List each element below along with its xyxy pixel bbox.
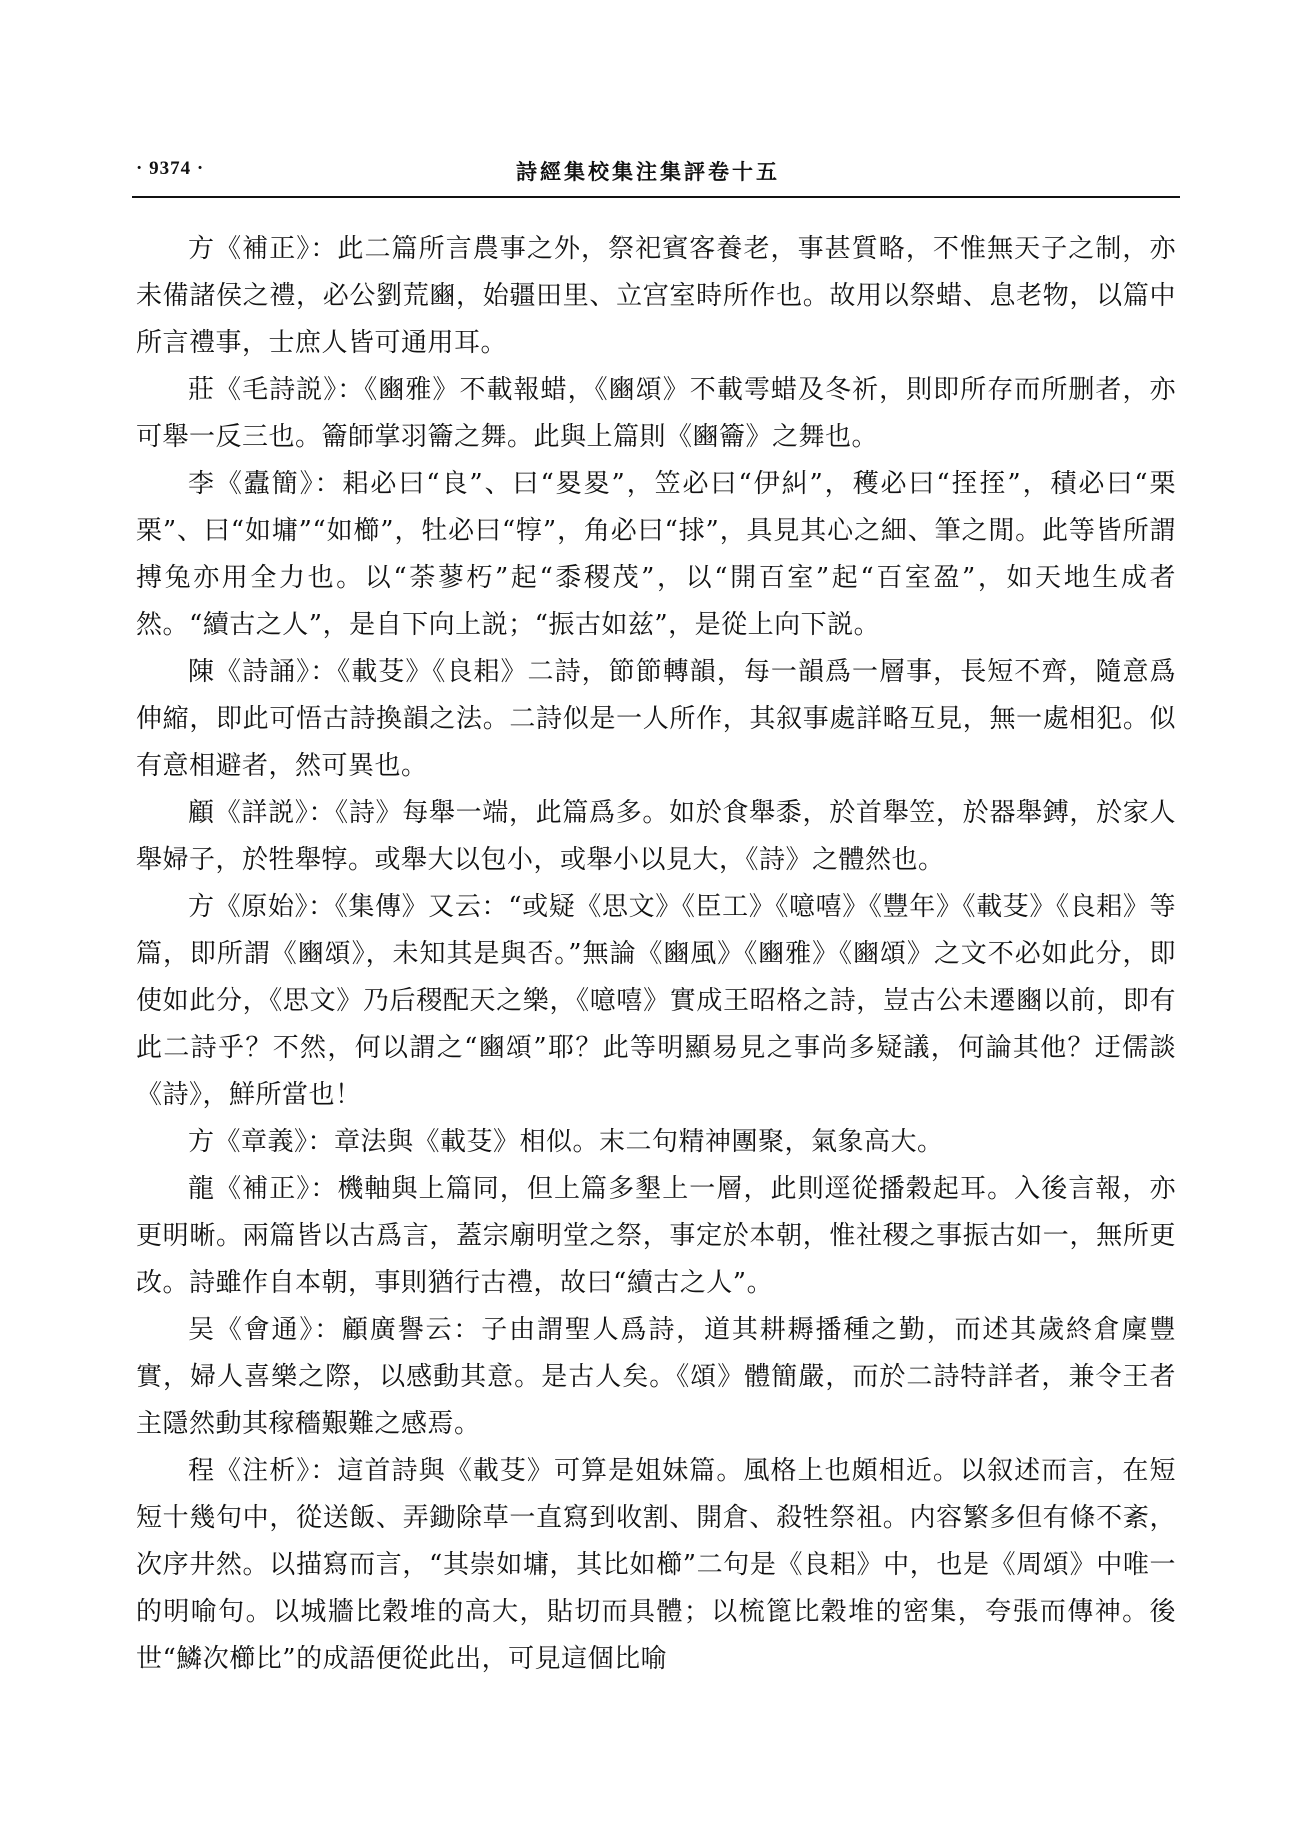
- paragraph-commentary: 陳《詩誦》：《載芟》《良耜》二詩，節節轉韻，每一韻爲一層事，長短不齊，隨意爲伸縮，即此可悟古詩換韻之法。二詩似是一人所作，其叙事處詳略互見，無一處相犯。似有意相避者，然可異也。: [136, 657, 1176, 781]
- paragraph-commentary: 吴《會通》：顧廣譽云：子由謂聖人爲詩，道其耕耨播種之勤，而述其歲終倉廩豐實，婦人喜樂之際，以感動其意。是古人矣。《頌》體簡嚴，而於二詩特詳者，兼令王者主隱然動其稼穡艱難之感焉。: [136, 1315, 1176, 1439]
- paragraph-commentary: 李《蠹簡》：耜必曰“良”、曰“畟畟”，笠必曰“伊糾”，穫必曰“挃挃”，積必曰“栗栗”、曰“如墉”“如櫛”，牡必曰“犉”，角必曰“捄”，具見其心之細、筆之閒。此等皆所謂搏兔亦用全力也。以“荼蓼朽”起“黍稷茂”，以“開百室”起“百室盈”，如天地生成者然。“續古之人”，是自下向上説；“振古如兹”，是從上向下説。: [136, 469, 1176, 640]
- paragraph-commentary: 方《原始》：《集傳》又云：“或疑《思文》《臣工》《噫嘻》《豐年》《載芟》《良耜》等篇，即所謂《豳頌》，未知其是與否。”無論《豳風》《豳雅》《豳頌》之文不必如此分，即使如此分，《思文》乃后稷配天之樂，《噫嘻》實成王昭格之詩，豈古公未遷豳以前，即有此二詩乎？不然，何以謂之“豳頌”耶？此等明顯易見之事尚多疑議，何論其他？迂儒談《詩》，鮮所當也！: [136, 892, 1176, 1110]
- page-body: [136, 226, 1176, 1683]
- paragraph-commentary: 顧《詳説》：《詩》每舉一端，此篇爲多。如於食舉黍，於首舉笠，於器舉鎛，於家人舉婦子，於牲舉犉。或舉大以包小，或舉小以見大，《詩》之體然也。: [136, 798, 1176, 875]
- page-header: [136, 152, 1176, 192]
- page-number: · 9374 ·: [136, 158, 205, 179]
- paragraph-commentary: 龍《補正》：機軸與上篇同，但上篇多墾上一層，此則逕從播穀起耳。入後言報，亦更明晰。兩篇皆以古爲言，蓋宗廟明堂之祭，事定於本朝，惟社稷之事振古如一，無所更改。詩雖作自本朝，事則猶行古禮，故曰“續古之人”。: [136, 1174, 1176, 1298]
- header-rule: [132, 196, 1180, 198]
- running-title: 詩經集校集注集評卷十五: [516, 159, 780, 184]
- paragraph-commentary: 莊《毛詩説》：《豳雅》不載報蜡，《豳頌》不載雩蜡及冬祈，則即所存而所删者，亦可舉一反三也。籥師掌羽籥之舞。此與上篇則《豳籥》之舞也。: [136, 375, 1176, 452]
- paragraph-commentary: 方《補正》：此二篇所言農事之外，祭祀賓客養老，事甚質略，不惟無天子之制，亦未備諸侯之禮，必公劉荒豳，始疆田里、立宫室時所作也。故用以祭蜡、息老物，以篇中所言禮事，士庶人皆可通用耳。: [136, 234, 1176, 358]
- paragraph-commentary: 程《注析》：這首詩與《載芟》可算是姐妹篇。風格上也頗相近。以叙述而言，在短短十幾句中，從送飯、弄鋤除草一直寫到收割、開倉、殺牲祭祖。内容繁多但有條不紊，次序井然。以描寫而言，“其崇如墉，其比如櫛”二句是《良耜》中，也是《周頌》中唯一的明喻句。以城牆比穀堆的高大，貼切而具體；以梳篦比穀堆的密集，夸張而傳神。後世“鱗次櫛比”的成語便從此出，可見這個比喻: [136, 1456, 1176, 1674]
- paragraph-commentary: 方《章義》：章法與《載芟》相似。末二句精神團聚，氣象高大。: [188, 1127, 944, 1157]
